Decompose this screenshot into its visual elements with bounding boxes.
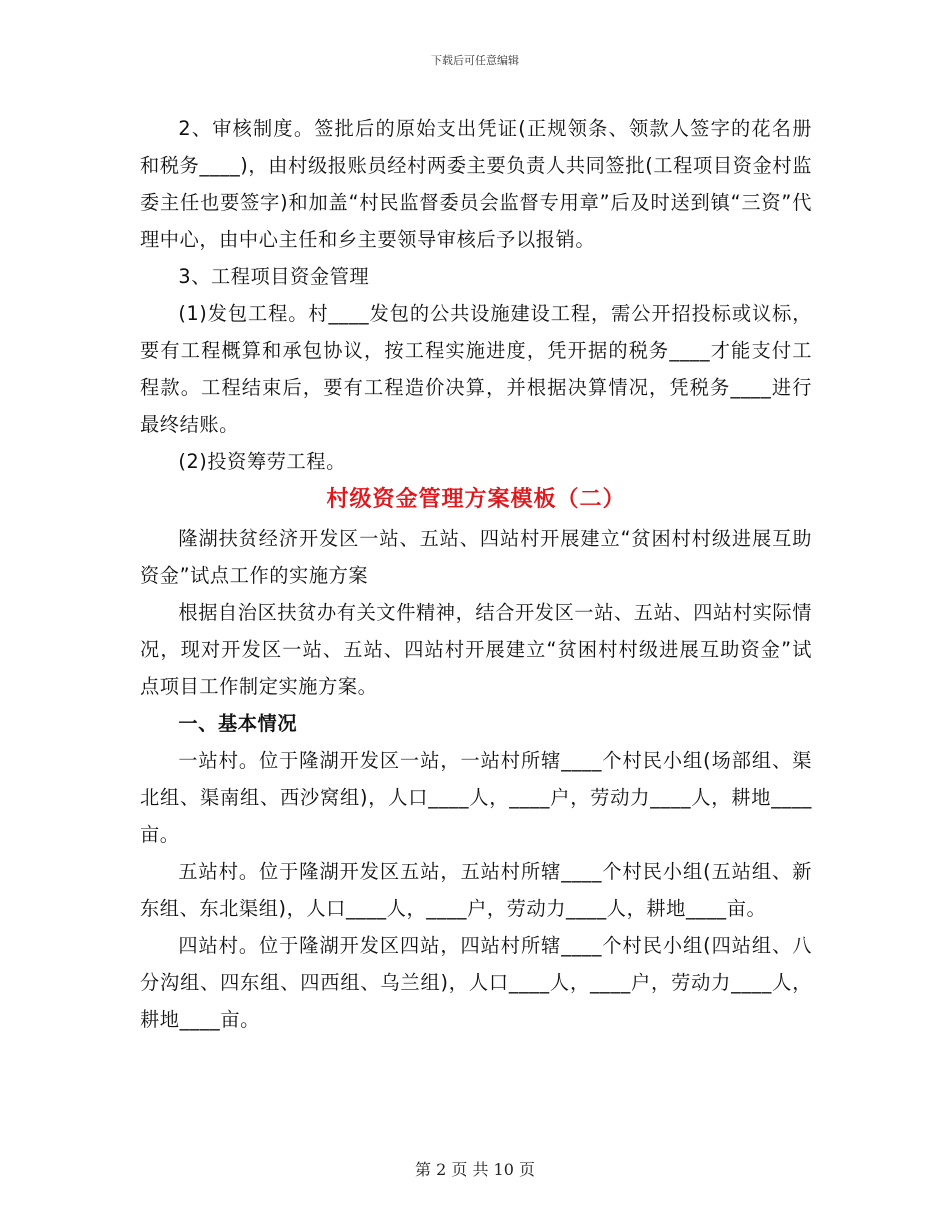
paragraph-audit-system: 2、审核制度。签批后的原始支出凭证(正规领条、领款人签字的花名册和税务____)，由村级报账员经村两委主要负责人共同签批(工程项目资金村监委主任也要签字)和加盖“村民监督委员会监督专用章”后及时送到镇“三资”代理中心，由中心主任和乡主要领导审核后予以报销。 <box>140 117 812 251</box>
section-title: 村级资金管理方案模板（二） <box>326 487 626 512</box>
paragraph-contract-projects: (1)发包工程。村____发包的公共设施建设工程，需公开招投标或议标，要有工程概算和承包协议，按工程实施进度，凭开据的税务____才能支付工程款。工程结束后，要有工程造价决算，并根据决算情况，凭税务____进行最终结账。 <box>140 302 812 436</box>
sub-heading-basic-situation: 一、基本情况 <box>178 712 298 735</box>
paragraph-village-sizhan: 四站村。位于隆湖开发区四站，四站村所辖____个村民小组(四站组、八分沟组、四东组、四西组、乌兰组)，人口____人，____户，劳动力____人，耕地____亩。 <box>140 934 812 1031</box>
paragraph-village-yizhan: 一站村。位于隆湖开发区一站，一站村所辖____个村民小组(场部组、渠北组、渠南组、西沙窝组)，人口____人，____户，劳动力____人，耕地____亩。 <box>140 749 812 846</box>
paragraph-project-funds-heading: 3、工程项目资金管理 <box>178 265 370 288</box>
document-body <box>140 110 812 1038</box>
paragraph-plan-title: 隆湖扶贫经济开发区一站、五站、四站村开展建立“贫困村村级进展互助资金”试点工作的实施方案 <box>140 527 812 587</box>
header-note: 下载后可任意编辑 <box>431 54 519 67</box>
paragraph-labor-projects: (2)投资筹劳工程。 <box>178 450 346 473</box>
paragraph-village-wuzhan: 五站村。位于隆湖开发区五站，五站村所辖____个村民小组(五站组、新东组、东北渠组)，人口____人，____户，劳动力____人，耕地____亩。 <box>140 860 812 920</box>
paragraph-plan-basis: 根据自治区扶贫办有关文件精神，结合开发区一站、五站、四站村实际情况，现对开发区一站、五站、四站村开展建立“贫困村村级进展互助资金”试点项目工作制定实施方案。 <box>140 601 812 698</box>
page-number: 第 2 页 共 10 页 <box>415 1160 535 1179</box>
